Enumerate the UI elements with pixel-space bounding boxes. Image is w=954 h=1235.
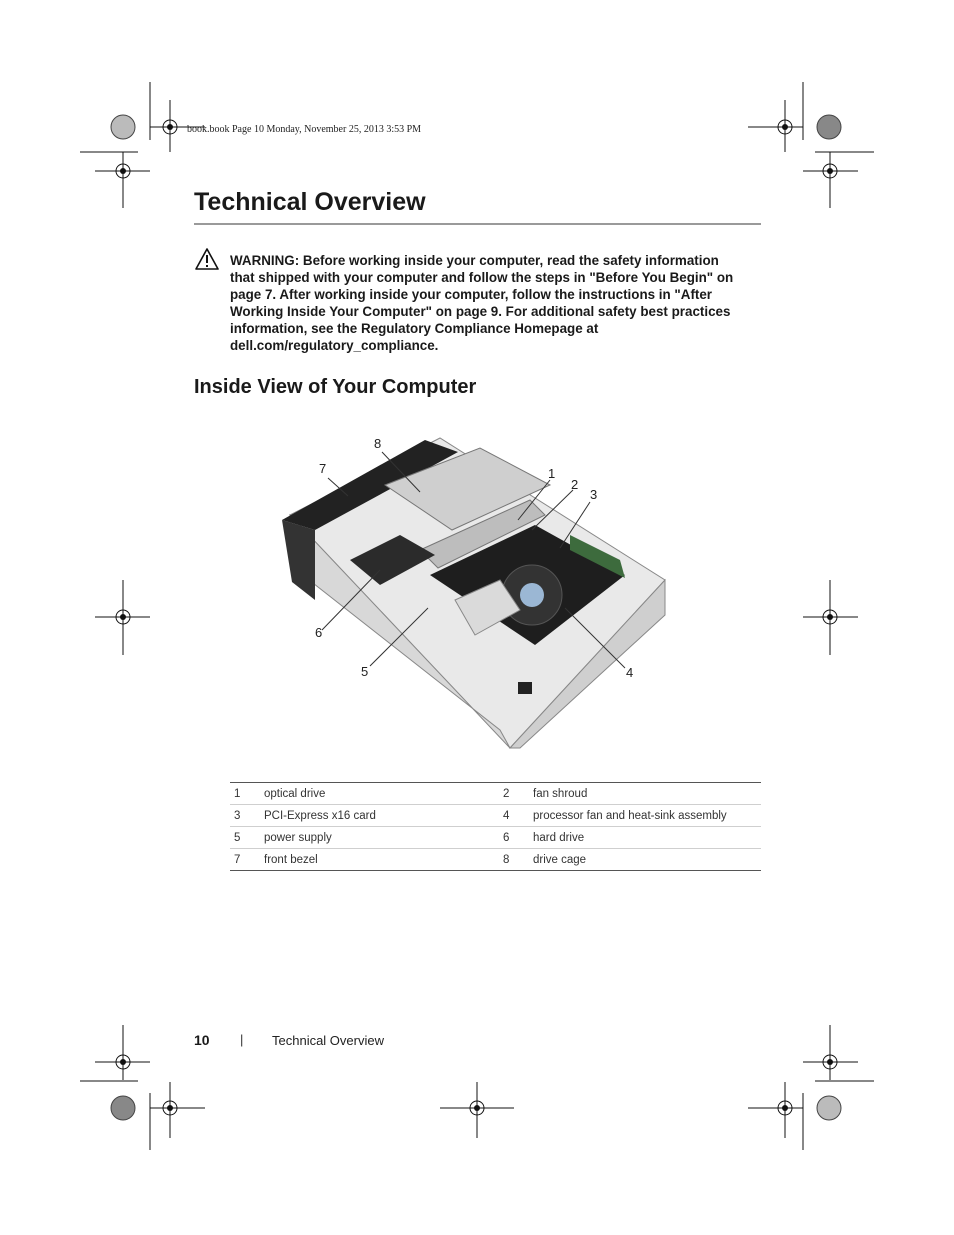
legend-number: 3 bbox=[230, 805, 264, 827]
title-rule bbox=[194, 223, 761, 225]
callout-number: 5 bbox=[361, 664, 369, 679]
footer-separator: | bbox=[240, 1032, 244, 1047]
page-number: 10 bbox=[194, 1032, 210, 1048]
legend-number: 2 bbox=[499, 783, 533, 805]
legend-number: 8 bbox=[499, 849, 533, 871]
computer-inside-view-illustration bbox=[270, 430, 690, 760]
warning-triangle-icon bbox=[194, 247, 220, 271]
table-row bbox=[230, 827, 761, 849]
legend-label: power supply bbox=[264, 827, 499, 849]
legend-number: 6 bbox=[499, 827, 533, 849]
legend-number: 4 bbox=[499, 805, 533, 827]
warning-text: WARNING: Before working inside your computer, read the safety information that shipped with your computer and follow the steps in "Before You Begin" on page 7. After working inside your computer, follow the instructions in "After Working Inside Your Computer" on page 9. For additional safety best practices information, see the Regulatory Compliance Homepage at dell.com/regulatory_compliance. bbox=[230, 253, 734, 353]
print-header: book.book Page 10 Monday, November 25, 2013 3:53 PM bbox=[187, 124, 422, 135]
legend-label: hard drive bbox=[533, 827, 761, 849]
table-row bbox=[230, 783, 761, 805]
legend-number: 1 bbox=[230, 783, 264, 805]
callout-number: 6 bbox=[315, 625, 323, 640]
legend-number: 5 bbox=[230, 827, 264, 849]
table-row bbox=[230, 805, 761, 827]
component-legend-table bbox=[230, 782, 761, 871]
legend-label: fan shroud bbox=[533, 783, 761, 805]
callout-number: 4 bbox=[626, 665, 634, 680]
callout-number: 7 bbox=[319, 461, 327, 476]
legend-label: PCI-Express x16 card bbox=[264, 805, 499, 827]
section-title: Inside View of Your Computer bbox=[194, 376, 477, 398]
legend-label: drive cage bbox=[533, 849, 761, 871]
footer-section-title: Technical Overview bbox=[272, 1033, 384, 1048]
legend-label: optical drive bbox=[264, 783, 499, 805]
callout-number: 8 bbox=[374, 436, 382, 451]
callout-number: 3 bbox=[590, 487, 598, 502]
table-row bbox=[230, 849, 761, 871]
page-title: Technical Overview bbox=[194, 188, 426, 216]
callout-number: 1 bbox=[548, 466, 556, 481]
legend-label: front bezel bbox=[264, 849, 499, 871]
callout-number: 2 bbox=[571, 477, 579, 492]
legend-label: processor fan and heat-sink assembly bbox=[533, 805, 761, 827]
legend-number: 7 bbox=[230, 849, 264, 871]
